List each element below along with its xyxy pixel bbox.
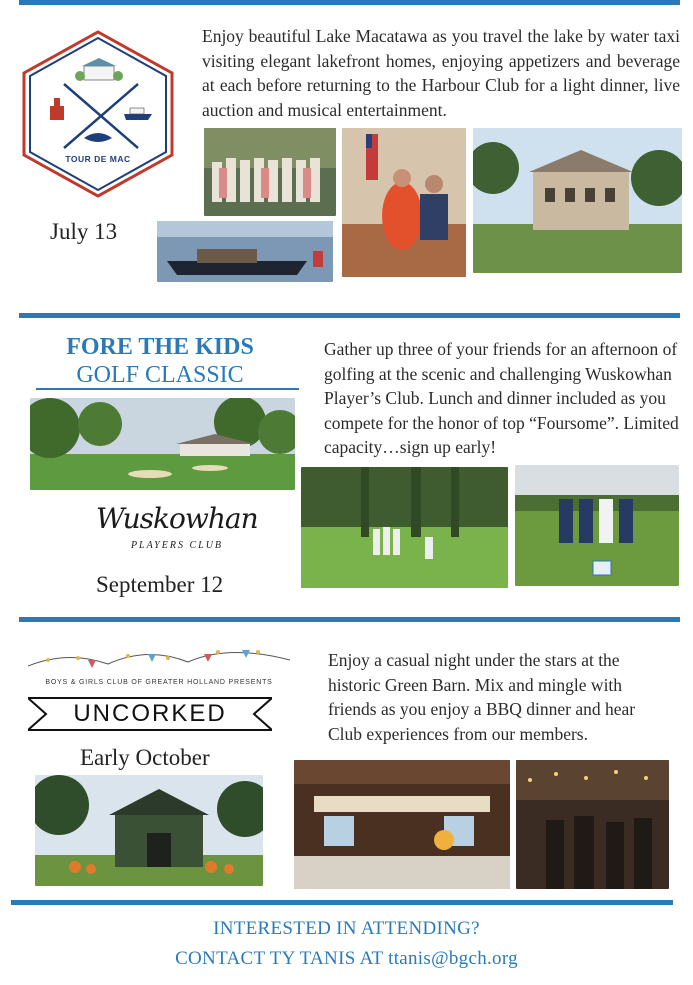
uncorked-date: Early October: [80, 745, 210, 770]
golf-title-line2: GOLF CLASSIC: [76, 362, 244, 388]
tour-de-mac-logo: [20, 28, 176, 200]
string-lights-decoration: [28, 640, 290, 676]
wuskowhan-script: Wuskowhan: [96, 502, 258, 535]
logo-label: TOUR DE MAC: [65, 154, 131, 164]
golfers-putting-photo: [301, 467, 508, 588]
footer-divider: [11, 900, 673, 905]
contact-prefix: CONTACT TY TANIS AT: [175, 948, 389, 969]
group-photo: [204, 128, 336, 216]
water-taxi-photo: [157, 221, 333, 282]
bbq-dinner-photo: [294, 760, 510, 889]
tour-date: July 13: [50, 219, 118, 244]
uncorked-title: UNCORKED: [73, 700, 227, 727]
contact-email-link[interactable]: ttanis@bgch.org: [388, 948, 518, 969]
lakefront-house-photo: [473, 128, 682, 273]
tour-description: Enjoy beautiful Lake Macatawa as you travel the lake by water taxi visiting elegant lakefront homes, enjoying appetizers and beverage at each before returning to the Harbour Club for a light dinner, live auction and musical entertainment.: [202, 26, 680, 120]
presenter-label: BOYS & GIRLS CLUB OF GREATER HOLLAND PRESENTS: [45, 679, 273, 686]
uncorked-banner: [28, 694, 272, 734]
golf-title-underline: [36, 388, 299, 390]
section-divider-1: [19, 313, 680, 318]
night-mingle-photo: [516, 760, 669, 889]
golf-date: September 12: [96, 572, 224, 597]
wuskowhan-logo: [96, 490, 258, 562]
uncorked-description: Enjoy a casual night under the stars at the historic Green Barn. Mix and mingle with friends as you enjoy a BBQ dinner and hear Club experiences from our members.: [328, 650, 636, 744]
golf-foursome-photo: [515, 465, 679, 586]
players-club-label: PLAYERS CLUB: [130, 540, 224, 551]
couple-on-boat-photo: [342, 128, 466, 277]
footer-heading: INTERESTED IN ATTENDING?: [213, 918, 480, 939]
section-divider-2: [19, 617, 680, 622]
golf-title-line1: FORE THE KIDS: [66, 334, 254, 360]
golf-course-photo: [30, 398, 295, 490]
top-divider: [19, 0, 680, 5]
footer-contact: [0, 948, 693, 970]
green-barn-photo: [35, 775, 263, 886]
golf-description: Gather up three of your friends for an afternoon of golfing at the scenic and challenging Wuskowhan Player’s Club. Lunch and dinner included as you compete for the honor of top “Foursome”. Limited capacity…sign up early!: [324, 339, 679, 458]
